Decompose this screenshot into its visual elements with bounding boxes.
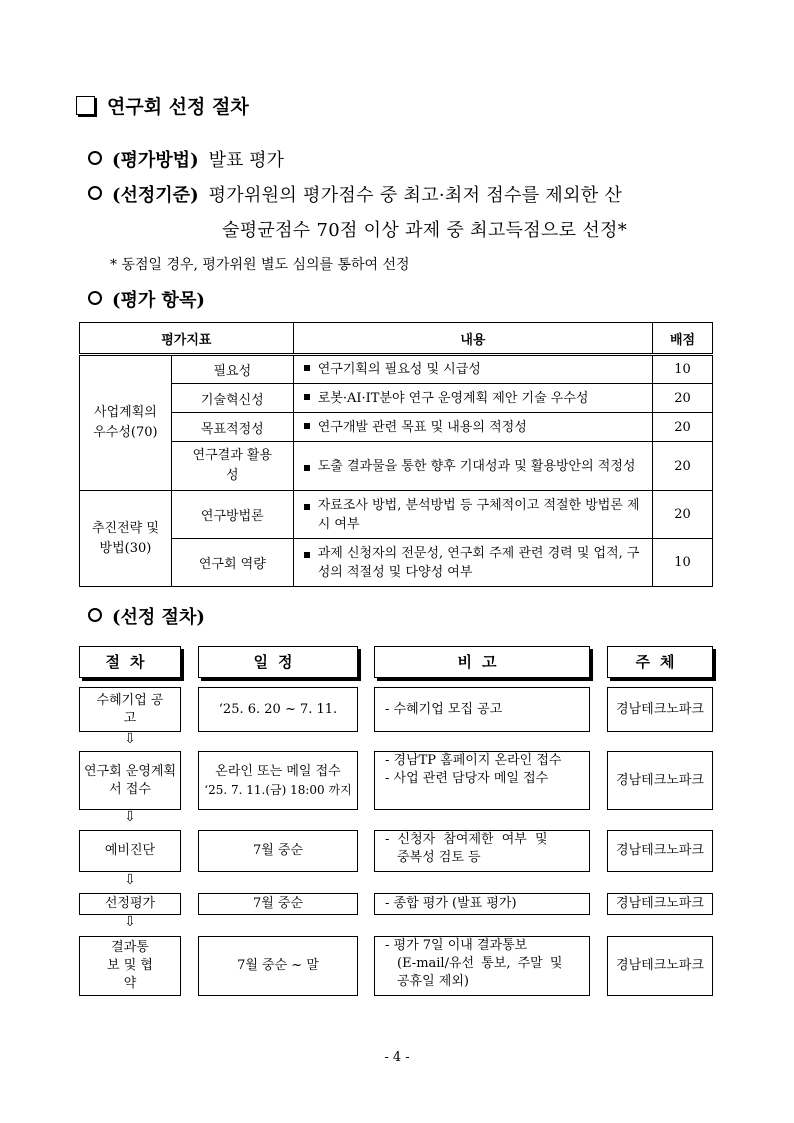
circle-bullet-icon [88,151,102,165]
down-arrow-icon: ⇩ [124,731,136,747]
square-bullet-icon [304,504,310,510]
eval-score: 10 [653,539,713,587]
proc-note: - 신청자 참여제한 여부 및 중복성 검토 등 [374,830,590,872]
table-row [80,539,713,587]
bullet-method: (평가방법) 발표 평가 [88,146,284,172]
header-indicator: 평가지표 [80,323,294,355]
proc-schedule: 7월 중순 [198,893,358,915]
bullet-eval-items: (평가 항목) [88,286,205,312]
table-row [80,491,713,539]
header-score: 배점 [653,323,713,355]
proc-schedule: 7월 중순 [198,830,358,872]
table-row [80,442,713,491]
proc-note: - 평가 7일 이내 결과통보 (E-mail/유선 통보, 주말 및 공휴일 제외) [374,936,590,996]
square-bullet-icon [304,465,310,471]
group-name: 사업계획의 우수성(70) [80,355,172,491]
proc-note: - 수혜기업 모집 공고 [374,687,590,732]
eval-score: 20 [653,413,713,442]
square-bullet-icon [304,394,310,400]
tie-note: * 동점일 경우, 평가위원 별도 심의를 통하여 선정 [110,257,410,273]
proc-header-schedule: 일정 [198,646,358,678]
eval-content: 로봇·AI·IT분야 연구 운영계획 제안 기술 우수성 [293,384,652,413]
eval-score: 20 [653,491,713,539]
proc-header-owner: 주체 [607,646,713,678]
proc-note: - 종합 평가 (발표 평가) [374,893,590,915]
proc-note: - 경남TP 홈페이지 온라인 접수 - 사업 관련 담당자 메일 접수 [374,751,590,810]
down-arrow-icon: ⇩ [124,872,136,888]
evaluation-table [79,322,713,587]
table-row [80,413,713,442]
circle-bullet-icon [88,186,102,200]
eval-score: 20 [653,384,713,413]
eval-content: 도출 결과물을 통한 향후 기대성과 및 활용방안의 적정성 [293,442,652,491]
square-bullet-icon [304,552,310,558]
square-bullet-icon [304,365,310,371]
proc-step: 선정평가 [79,893,181,915]
header-content: 내용 [293,323,652,355]
proc-step: 수혜기업 공고 [79,687,181,732]
eval-item: 연구결과 활용성 [171,442,293,491]
proc-header-step: 절차 [79,646,181,678]
square-bullet-icon [304,423,310,429]
group-name: 추진전략 및 방법(30) [80,491,172,587]
proc-schedule: ‘25. 6. 20 ~ 7. 11. [198,687,358,732]
proc-header-note: 비고 [374,646,590,678]
eval-content: 연구기획의 필요성 및 시급성 [293,355,652,384]
down-arrow-icon: ⇩ [124,914,136,930]
proc-step: 연구회 운영계획서 접수 [79,751,181,810]
proc-schedule: 7월 중순 ~ 말 [198,936,358,996]
proc-step: 예비진단 [79,830,181,872]
proc-owner: 경남테크노파크 [607,830,713,872]
circle-bullet-icon [88,608,102,622]
eval-item: 목표적정성 [171,413,293,442]
section-title: 연구회 선정 절차 [76,92,249,119]
down-arrow-icon: ⇩ [124,809,136,825]
table-row [80,355,713,384]
page-number: - 4 - [384,1050,410,1065]
eval-score: 20 [653,442,713,491]
bullet-criteria: (선정기준) 평가위원의 평가점수 중 최고·최저 점수를 제외한 산 [88,181,622,207]
bullet-procedure: (선정 절차) [88,603,205,629]
eval-item: 연구방법론 [171,491,293,539]
checkbox-square-icon [76,96,95,115]
criteria-line2: 술평균점수 70점 이상 과제 중 최고득점으로 선정* [222,220,628,241]
eval-content: 자료조사 방법, 분석방법 등 구체적이고 적절한 방법론 제시 여부 [293,491,652,539]
table-row [80,384,713,413]
eval-item: 연구회 역량 [171,539,293,587]
proc-step: 결과통보 및 협약 [79,936,181,996]
proc-owner: 경남테크노파크 [607,893,713,915]
proc-owner: 경남테크노파크 [607,936,713,996]
proc-owner: 경남테크노파크 [607,751,713,810]
proc-owner: 경남테크노파크 [607,687,713,732]
proc-schedule: 온라인 또는 메일 접수 ‘25. 7. 11.(금) 18:00 까지 [198,751,358,810]
circle-bullet-icon [88,291,102,305]
eval-content: 연구개발 관련 목표 및 내용의 적정성 [293,413,652,442]
eval-item: 기술혁신성 [171,384,293,413]
eval-item: 필요성 [171,355,293,384]
eval-content: 과제 신청자의 전문성, 연구회 주제 관련 경력 및 업적, 구성의 적절성 및 다양성 여부 [293,539,652,587]
eval-score: 10 [653,355,713,384]
